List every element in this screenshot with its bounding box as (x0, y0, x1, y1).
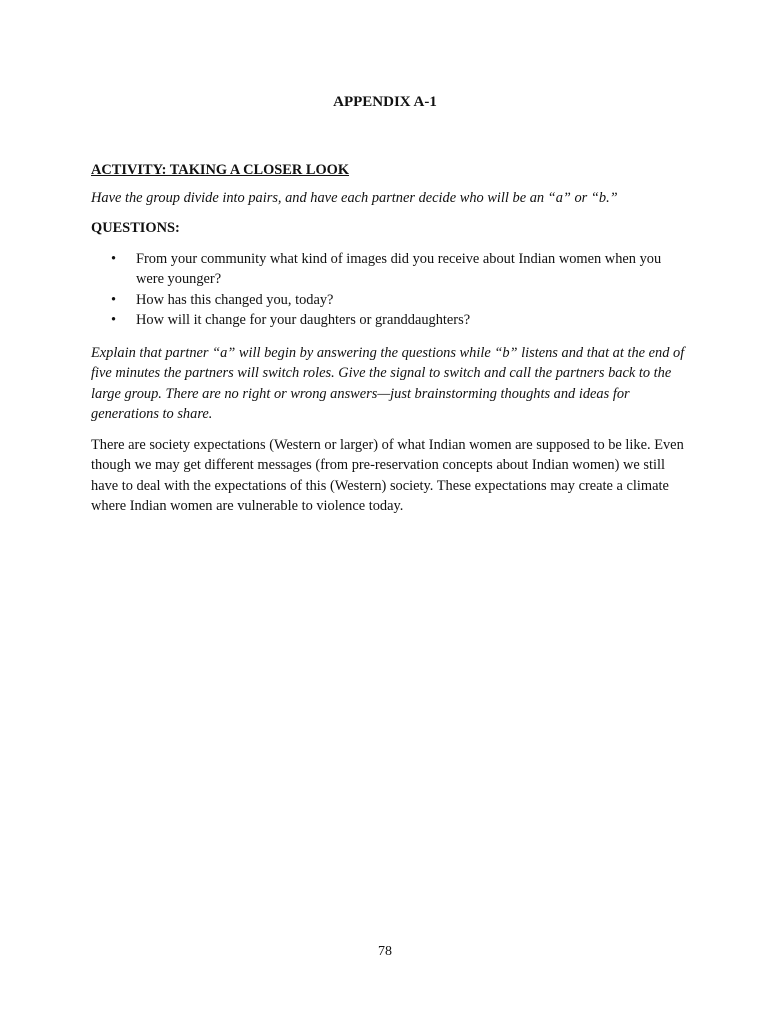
question-text: How will it change for your daughters or granddaughters? (136, 312, 471, 328)
question-text: From your community what kind of images did you receive about Indian women when you were younger? (136, 250, 662, 287)
page-content (91, 160, 691, 517)
question-text: How has this changed you, today? (136, 291, 334, 308)
questions-heading: QUESTIONS: (91, 220, 180, 236)
question-item (91, 249, 671, 290)
appendix-title: APPENDIX A-1 (333, 94, 437, 110)
bullet-icon: • (111, 312, 117, 328)
question-list (91, 249, 691, 331)
intro-instruction: Have the group divide into pairs, and have each partner decide who will be an “a” or “b.” (91, 189, 618, 206)
question-item (91, 290, 671, 311)
body-paragraph: There are society expectations (Western or larger) of what Indian women are supposed to be like. Even though we may get different messages (from pre-reservation concepts about Indian women) we still have to deal with the expectations of this (Western) society. These expectations may create a climate where Indian women are vulnerable to violence today. (91, 436, 684, 514)
bullet-icon: • (111, 250, 117, 267)
bullet-icon: • (111, 291, 117, 308)
page-number: 78 (378, 944, 392, 959)
question-item (91, 310, 671, 331)
facilitator-explanation: Explain that partner “a” will begin by answering the questions while “b” listens and that at the end of five minutes the partners will switch roles. Give the signal to switch and call the partners back to the large group. There are no right or wrong answers—just brainstorming thoughts and ideas for generations to share. (91, 344, 685, 422)
activity-heading: ACTIVITY: TAKING A CLOSER LOOK (91, 162, 350, 178)
